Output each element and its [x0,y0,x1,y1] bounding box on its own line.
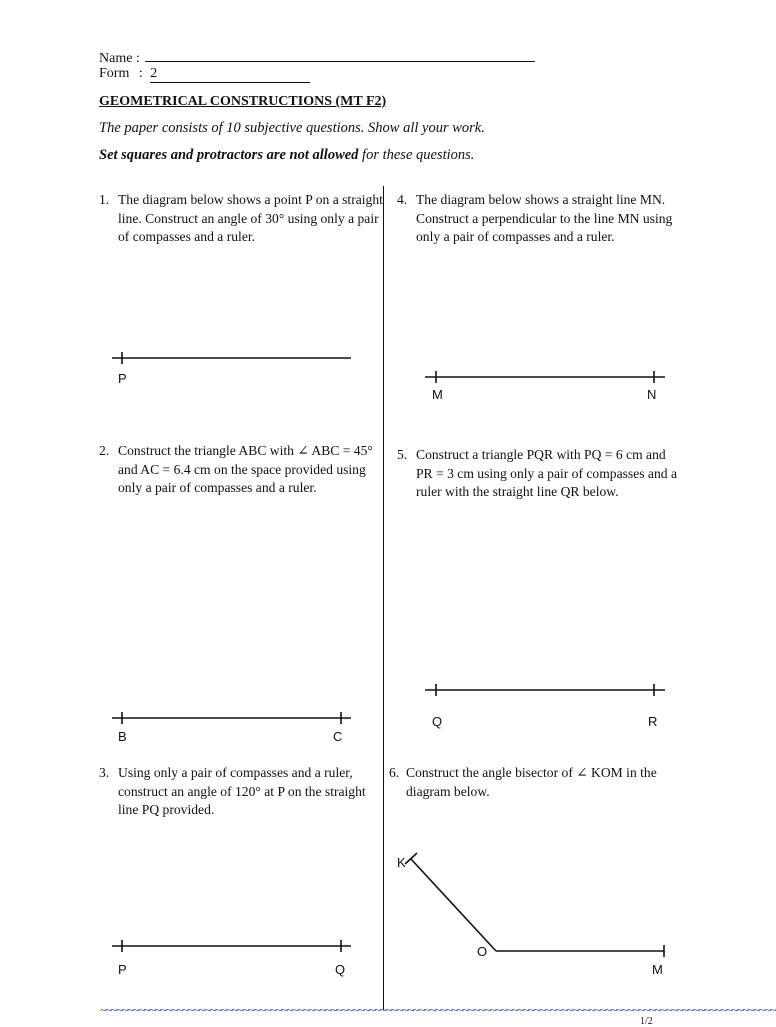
figure-q4-line [425,371,665,383]
page-number: 1/2 [640,1016,653,1027]
label-q5-r: R [648,714,658,729]
question-number: 2. [99,443,110,458]
instruction-line-2 [99,147,474,164]
label-q1-p: P [118,371,127,386]
question-text: Construct a triangle PQR with PQ = 6 cm and PR = 3 cm using only a pair of compasses and a ruler with the straight line QR below. [416,447,677,499]
form-label: Form [99,66,130,81]
question-number: 1. [99,192,110,207]
question-number: 3. [99,765,110,780]
label-q5-q: Q [432,714,443,729]
name-row [99,47,535,67]
label-q4-m: M [432,387,443,402]
label-q2-b: B [118,729,127,744]
instruction-line-1: The paper consists of 10 subjective questions. Show all your work. [99,120,485,136]
figure-q6-angle [405,853,664,957]
question-number: 5. [397,447,408,462]
footer-separator: ~~~~~~~~~~~~~~~~~~~~~~~~~~~~~~~~~~~~~~~~~~~~~~~~~~~~~~~~~~~~~~~~~~~~~~~~~~~~~~~~~~~~~~~~~~~~~~~~~~~~~~~~~~~~~~~~~~~~~~~~~~~ [100,1003,776,1017]
question-text: Construct the triangle ABC with ∠ ABC = 45° and AC = 6.4 cm on the space provided using only a pair of compasses and a ruler. [118,443,373,495]
label-q2-c: C [333,729,343,744]
figure-q2-line [112,712,351,724]
question-4 [397,191,682,247]
question-3 [99,764,386,820]
label-q6-m: M [652,962,663,977]
column-divider [383,186,384,1010]
label-q3-p: P [118,962,127,977]
question-1 [99,191,384,247]
figure-q1-line [112,352,351,364]
question-2 [99,442,386,498]
question-6 [389,764,679,801]
question-text: Using only a pair of compasses and a ruler, construct an angle of 120° at P on the straight line PQ provided. [118,765,366,817]
figure-q3-line [112,940,351,952]
figure-q5-line [425,684,665,696]
page-title: GEOMETRICAL CONSTRUCTIONS (MT F2) [99,94,387,109]
name-field[interactable] [145,47,535,62]
question-text: The diagram below shows a straight line MN. Construct a perpendicular to the line MN using only a pair of compasses and a ruler. [416,192,673,244]
form-row [99,65,310,83]
form-field[interactable] [150,65,310,83]
question-number: 4. [397,192,408,207]
form-value: 2 [150,66,158,81]
question-text: Construct the angle bisector of ∠ KOM in the diagram below. [406,765,657,799]
question-number: 6. [389,765,400,780]
form-colon: : [138,66,143,81]
label-q3-q: Q [335,962,346,977]
name-label: Name : [99,51,140,66]
instruction-bold: Set squares and protractors are not allowed [99,147,359,163]
label-q6-k: K [397,855,406,870]
instruction-rest: for these questions. [358,147,475,163]
question-text: The diagram below shows a point P on a straight line. Construct an angle of 30° using only a pair of compasses and a ruler. [118,192,383,244]
label-q4-n: N [647,387,657,402]
question-5 [397,446,682,502]
label-q6-o: O [477,944,488,959]
